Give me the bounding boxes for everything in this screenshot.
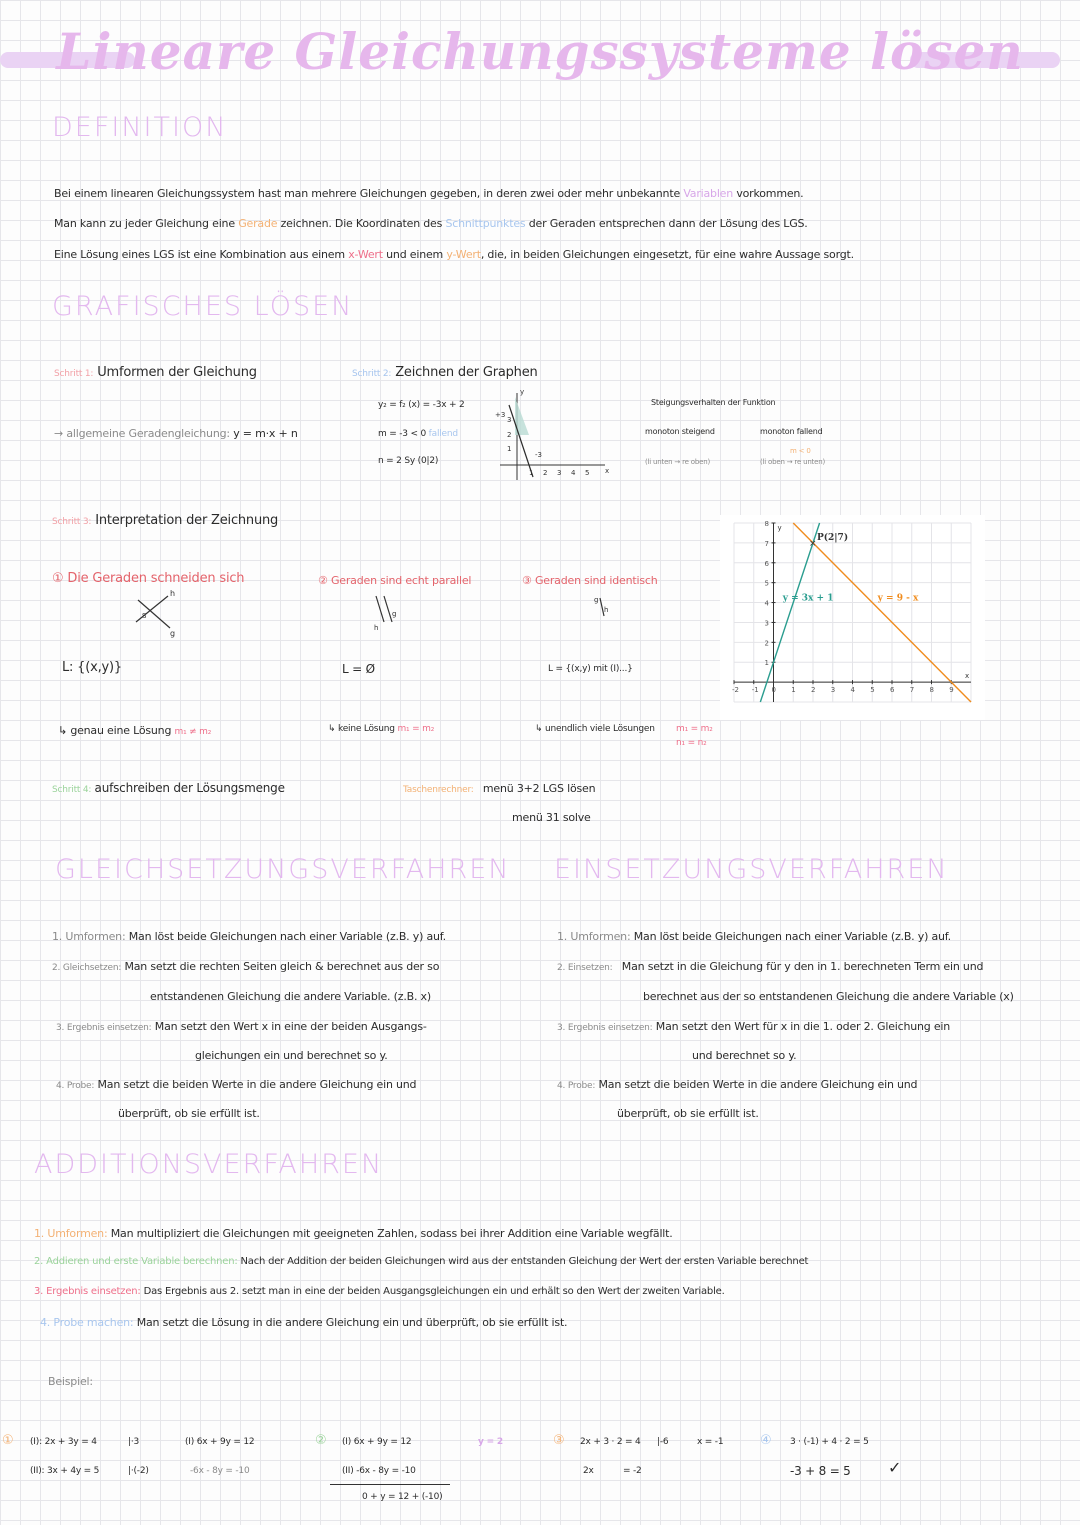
calc-line-1: menü 3+2 LGS lösen: [482, 782, 596, 795]
text: Man multipliziert die Gleichungen mit geeigneten Zahlen, sodass bei ihrer Addition eine Variable wegfällt.: [110, 1227, 673, 1240]
text: Das Ergebnis aus 2. setzt man in eine der beiden Ausgangsgleichungen ein und erhält so den Wert der zweiten Variable.: [143, 1286, 725, 1297]
steigend: monoton steigend: [645, 427, 715, 436]
x-tick-label: 1: [791, 686, 796, 695]
case1-cond: m₁ ≠ m₂: [174, 727, 212, 737]
x-tick-label: 8: [929, 686, 934, 695]
label: 1. Umformen:: [557, 930, 631, 943]
example-p1: 3 · (-1) + 4 · 2 = 5: [790, 1437, 869, 1447]
text: Bei einem linearen Gleichungssystem hast man mehrere Gleichungen gegeben, in deren zwei oder mehr unbekannte: [54, 187, 681, 200]
mini-xtick-5: 5: [585, 469, 590, 477]
highlight-x-wert: x-Wert: [348, 248, 383, 261]
step1-note: [54, 427, 298, 440]
grafisch-heading: GRAFISCHES LÖSEN: [52, 291, 354, 322]
x-tick-label: 2: [811, 686, 816, 695]
sketch-parallel-g: g: [392, 610, 397, 618]
gleich-step3b: gleichungen ein und berechnet so y.: [195, 1049, 388, 1062]
series-line-2: [793, 523, 971, 702]
example-op2: |·(-2): [128, 1466, 149, 1476]
case1-note: [58, 724, 211, 737]
x-tick-label: -2: [732, 686, 739, 695]
case2-cond: m₁ = m₂: [397, 724, 435, 734]
calc-label: Taschenrechner:: [403, 785, 474, 795]
example-c1res: x = -1: [697, 1437, 724, 1447]
text: fallend: [428, 429, 458, 439]
example-eq1: (I): 2x + 3y = 4: [30, 1437, 97, 1447]
text: n = 2: [378, 456, 402, 466]
text: m = -3 < 0: [378, 429, 426, 439]
case2-set: L = Ø: [342, 662, 375, 676]
text: zeichnen. Die Koordinaten des: [280, 217, 443, 230]
step2-eq3: [378, 456, 438, 466]
highlight-schnittpunkt: Schnittpunktes: [445, 217, 526, 230]
x-tick-label: 7: [909, 686, 915, 695]
sketch-identical-g: g: [594, 596, 599, 604]
definition-line-3: [54, 248, 854, 261]
definition-heading: DEFINITION: [52, 112, 228, 143]
step3-label: Schritt 3:: [52, 517, 92, 527]
gleich-step2: [52, 960, 439, 973]
series-label-2: y = 9 - x: [877, 593, 919, 604]
x-axis-label: x: [965, 672, 970, 681]
mini-label-x: x: [605, 467, 610, 475]
addition-step4: [40, 1316, 567, 1329]
intersection-chart: [720, 515, 985, 720]
series-label-1: y = 3x + 1: [782, 593, 834, 604]
highlight-variablen: Variablen: [683, 187, 734, 200]
step4-text: aufschreiben der Lösungsmenge: [94, 781, 285, 795]
gleich-step3: [56, 1020, 427, 1033]
y-tick-label: 2: [764, 639, 769, 648]
step1-formula: y = m·x + n: [233, 427, 298, 440]
example-eq2: (II): 3x + 4y = 5: [30, 1466, 100, 1476]
example-c1op: |-6: [657, 1437, 669, 1447]
text: der Geraden entsprechen dann der Lösung des LGS.: [528, 217, 808, 230]
sketch-parallel: [370, 592, 410, 632]
gleich-step4b: überprüft, ob sie erfüllt ist.: [118, 1107, 260, 1120]
x-tick-label: 9: [949, 686, 954, 695]
y-tick-label: 3: [764, 619, 769, 628]
y-tick-label: 8: [764, 520, 769, 528]
step1-note-text: → allgemeine Geradengleichung:: [54, 427, 230, 440]
text: Man setzt die beiden Werte in die andere Gleichung ein und: [97, 1078, 417, 1091]
y-tick-label: 6: [764, 559, 769, 568]
y-tick-label: 1: [764, 659, 769, 668]
step4-label: Schritt 4:: [52, 785, 92, 795]
example-step-1-marker: ①: [2, 1433, 14, 1448]
einsetz-step2: [557, 960, 983, 973]
example-a2: (II) -6x - 8y = -10: [342, 1466, 416, 1476]
mini-label-y: y: [520, 388, 525, 396]
step1: [54, 365, 257, 380]
fallend-m: m < 0: [790, 447, 811, 455]
text: , die, in beiden Gleichungen eingesetzt, für eine wahre Aussage sorgt.: [480, 248, 854, 261]
example-step-4-marker: ④: [760, 1433, 772, 1448]
sketch-label-s: S: [142, 612, 147, 620]
label: 3. Ergebnis einsetzen:: [557, 1023, 653, 1033]
label: 4. Probe:: [557, 1081, 596, 1091]
mini-xtick-2: 2: [543, 469, 548, 477]
text: Man setzt die rechten Seiten gleich & berechnet aus der so: [124, 960, 440, 973]
series-line-1: [760, 523, 819, 702]
sketch-parallel-1: [376, 596, 384, 622]
step2-label: Schritt 2:: [352, 369, 392, 379]
case3-note: ↳ unendlich viele Lösungen: [535, 724, 655, 734]
x-tick-label: 5: [870, 686, 875, 695]
example-check-icon: ✓: [888, 1458, 902, 1477]
sketch-parallel-h: h: [374, 624, 379, 632]
example-step-3-marker: ③: [553, 1433, 565, 1448]
addition-heading: ADDITIONSVERFAHREN: [34, 1149, 384, 1180]
einsetz-step2b: berechnet aus der so entstandenen Gleichung die andere Variable (x): [643, 990, 1014, 1003]
fallend: monoton fallend: [760, 427, 823, 436]
y-tick-label: 4: [764, 599, 769, 608]
sketch-intersect: [128, 588, 188, 638]
text: Man löst beide Gleichungen nach einer Variable (z.B. y) auf.: [128, 930, 446, 943]
einsetz-heading: EINSETZUNGSVERFAHREN: [554, 854, 949, 885]
mini-ytick-1: 1: [507, 445, 512, 453]
einsetz-step3b: und berechnet so y.: [692, 1049, 797, 1062]
x-tick-label: 0: [771, 686, 776, 695]
x-tick-label: 3: [830, 686, 836, 695]
text: Man setzt den Wert für x in die 1. oder 2. Gleichung ein: [655, 1020, 951, 1033]
mini-xtick-1: 1: [529, 469, 534, 477]
highlight-y-wert: y-Wert: [446, 248, 481, 261]
mini-label-plus3: +3: [495, 411, 506, 419]
case2-note: [328, 724, 434, 734]
text: Man setzt den Wert x in eine der beiden Ausgangs-: [154, 1020, 427, 1033]
mini-graph: [485, 385, 615, 485]
step2-text: Zeichnen der Graphen: [395, 365, 538, 380]
x-tick-label: -1: [751, 686, 759, 695]
label: 4. Probe:: [56, 1081, 95, 1091]
text: Man setzt die beiden Werte in die andere Gleichung ein und: [598, 1078, 918, 1091]
example-p2: -3 + 8 = 5: [790, 1464, 851, 1478]
sketch-parallel-2: [384, 596, 392, 622]
sketch-label-h: h: [170, 589, 176, 598]
label: 3. Ergebnis einsetzen:: [34, 1286, 141, 1297]
example-r1: (I) 6x + 9y = 12: [185, 1437, 255, 1447]
text: ↳ genau eine Lösung: [58, 724, 172, 737]
text: ↳ keine Lösung: [328, 724, 395, 734]
addition-step1: [34, 1227, 673, 1240]
text: vorkommen.: [736, 187, 804, 200]
case1-heading: ① Die Geraden schneiden sich: [52, 571, 245, 586]
einsetz-step4: [557, 1078, 917, 1091]
case3-cond1: m₁ = m₂: [676, 724, 713, 734]
x-tick-label: 4: [850, 686, 855, 695]
mini-ytick-3: 3: [507, 416, 512, 424]
gleich-step2b: entstandenen Gleichung die andere Variable. (z.B. x): [150, 990, 431, 1003]
text: Man kann zu jeder Gleichung eine: [54, 217, 235, 230]
example-c2res: = -2: [623, 1466, 642, 1476]
step3-text: Interpretation der Zeichnung: [95, 513, 279, 528]
steigung-title: Steigungsverhalten der Funktion: [651, 398, 776, 407]
sketch-line-h: [136, 596, 168, 622]
case3-cond2: n₁ = n₂: [676, 738, 707, 748]
addition-step3: [34, 1286, 725, 1297]
mini-label-m3: -3: [535, 451, 542, 459]
highlight-gerade: Gerade: [238, 217, 278, 230]
text: Man löst beide Gleichungen nach einer Variable (z.B. y) auf.: [633, 930, 951, 943]
y-tick-label: 5: [764, 579, 769, 588]
calc-line-2: menü 31 solve: [512, 811, 591, 824]
label: 2. Einsetzen:: [557, 963, 613, 973]
point-label: P(2|7): [817, 532, 849, 543]
example-y-result: y = 2: [478, 1437, 503, 1447]
gleich-heading: GLEICHSETZUNGSVERFAHREN: [55, 854, 511, 885]
step1-text: Umformen der Gleichung: [97, 365, 257, 380]
example-a3: 0 + y = 12 + (-10): [362, 1492, 443, 1502]
label: 1. Umformen:: [34, 1227, 108, 1240]
step1-label: Schritt 1:: [54, 369, 94, 379]
addition-step2: [34, 1256, 808, 1267]
text: Man setzt die Lösung in die andere Gleichung ein und überprüft, ob sie erfüllt ist.: [136, 1316, 568, 1329]
label: 4. Probe machen:: [40, 1316, 134, 1329]
definition-line-2: [54, 217, 808, 230]
sketch-identical: [588, 592, 618, 622]
page-title: Lineare Gleichungssysteme lösen: [56, 22, 1024, 81]
text: und einem: [386, 248, 444, 261]
steigend-note: (li unten → re oben): [645, 458, 710, 466]
einsetz-step1: [557, 930, 951, 943]
y-tick-label: 7: [764, 539, 769, 548]
example-c2: 2x: [583, 1466, 594, 1476]
label: 2. Gleichsetzen:: [52, 963, 122, 973]
x-tick-label: 6: [890, 686, 895, 695]
mini-xtick-3: 3: [557, 469, 562, 477]
fallend-note: (li oben → re unten): [760, 458, 825, 466]
example-label: Beispiel:: [48, 1375, 93, 1388]
step4: [52, 781, 285, 795]
einsetz-step4b: überprüft, ob sie erfüllt ist.: [617, 1107, 759, 1120]
text: Man setzt in die Gleichung für y den in 1. berechneten Term ein und: [621, 960, 984, 973]
step2-eq2: [378, 429, 458, 439]
example-c1: 2x + 3 · 2 = 4: [580, 1437, 641, 1447]
label: 2. Addieren und erste Variable berechnen:: [34, 1256, 238, 1267]
example-r2: -6x - 8y = -10: [190, 1466, 250, 1476]
label: 1. Umformen:: [52, 930, 126, 943]
sketch-identical-h: h: [604, 606, 609, 614]
example-a1: (I) 6x + 9y = 12: [342, 1437, 412, 1447]
example-sum-line: [330, 1484, 450, 1485]
mini-xtick-4: 4: [571, 469, 576, 477]
step2-eq1: y₂ = f₂ (x) = -3x + 2: [378, 400, 465, 410]
case2-heading: ② Geraden sind echt parallel: [318, 574, 472, 587]
case3-set: L = {(x,y) mit (I)...}: [548, 664, 633, 674]
y-axis-label: y: [777, 524, 782, 532]
step2: [352, 365, 538, 380]
text: Eine Lösung eines LGS ist eine Kombination aus einem: [54, 248, 345, 261]
label: 3. Ergebnis einsetzen:: [56, 1023, 152, 1033]
text: Nach der Addition der beiden Gleichungen wird aus der entstanden Gleichung der Wert der ersten Variable berechnet: [240, 1256, 809, 1267]
gleich-step1: [52, 930, 446, 943]
case3-heading: ③ Geraden sind identisch: [522, 574, 658, 587]
sketch-label-g: g: [170, 629, 176, 638]
mini-ytick-2: 2: [507, 431, 512, 439]
einsetz-step3: [557, 1020, 950, 1033]
gleich-step4: [56, 1078, 416, 1091]
point-marker: ×: [809, 538, 817, 549]
text: Sy (0|2): [404, 456, 439, 466]
example-op1: |·3: [128, 1437, 140, 1447]
calculator: [403, 782, 595, 795]
definition-line-1: [54, 187, 803, 200]
step3: [52, 513, 278, 528]
example-step-2-marker: ②: [315, 1433, 327, 1448]
case1-set: L: {(x,y)}: [62, 660, 122, 675]
